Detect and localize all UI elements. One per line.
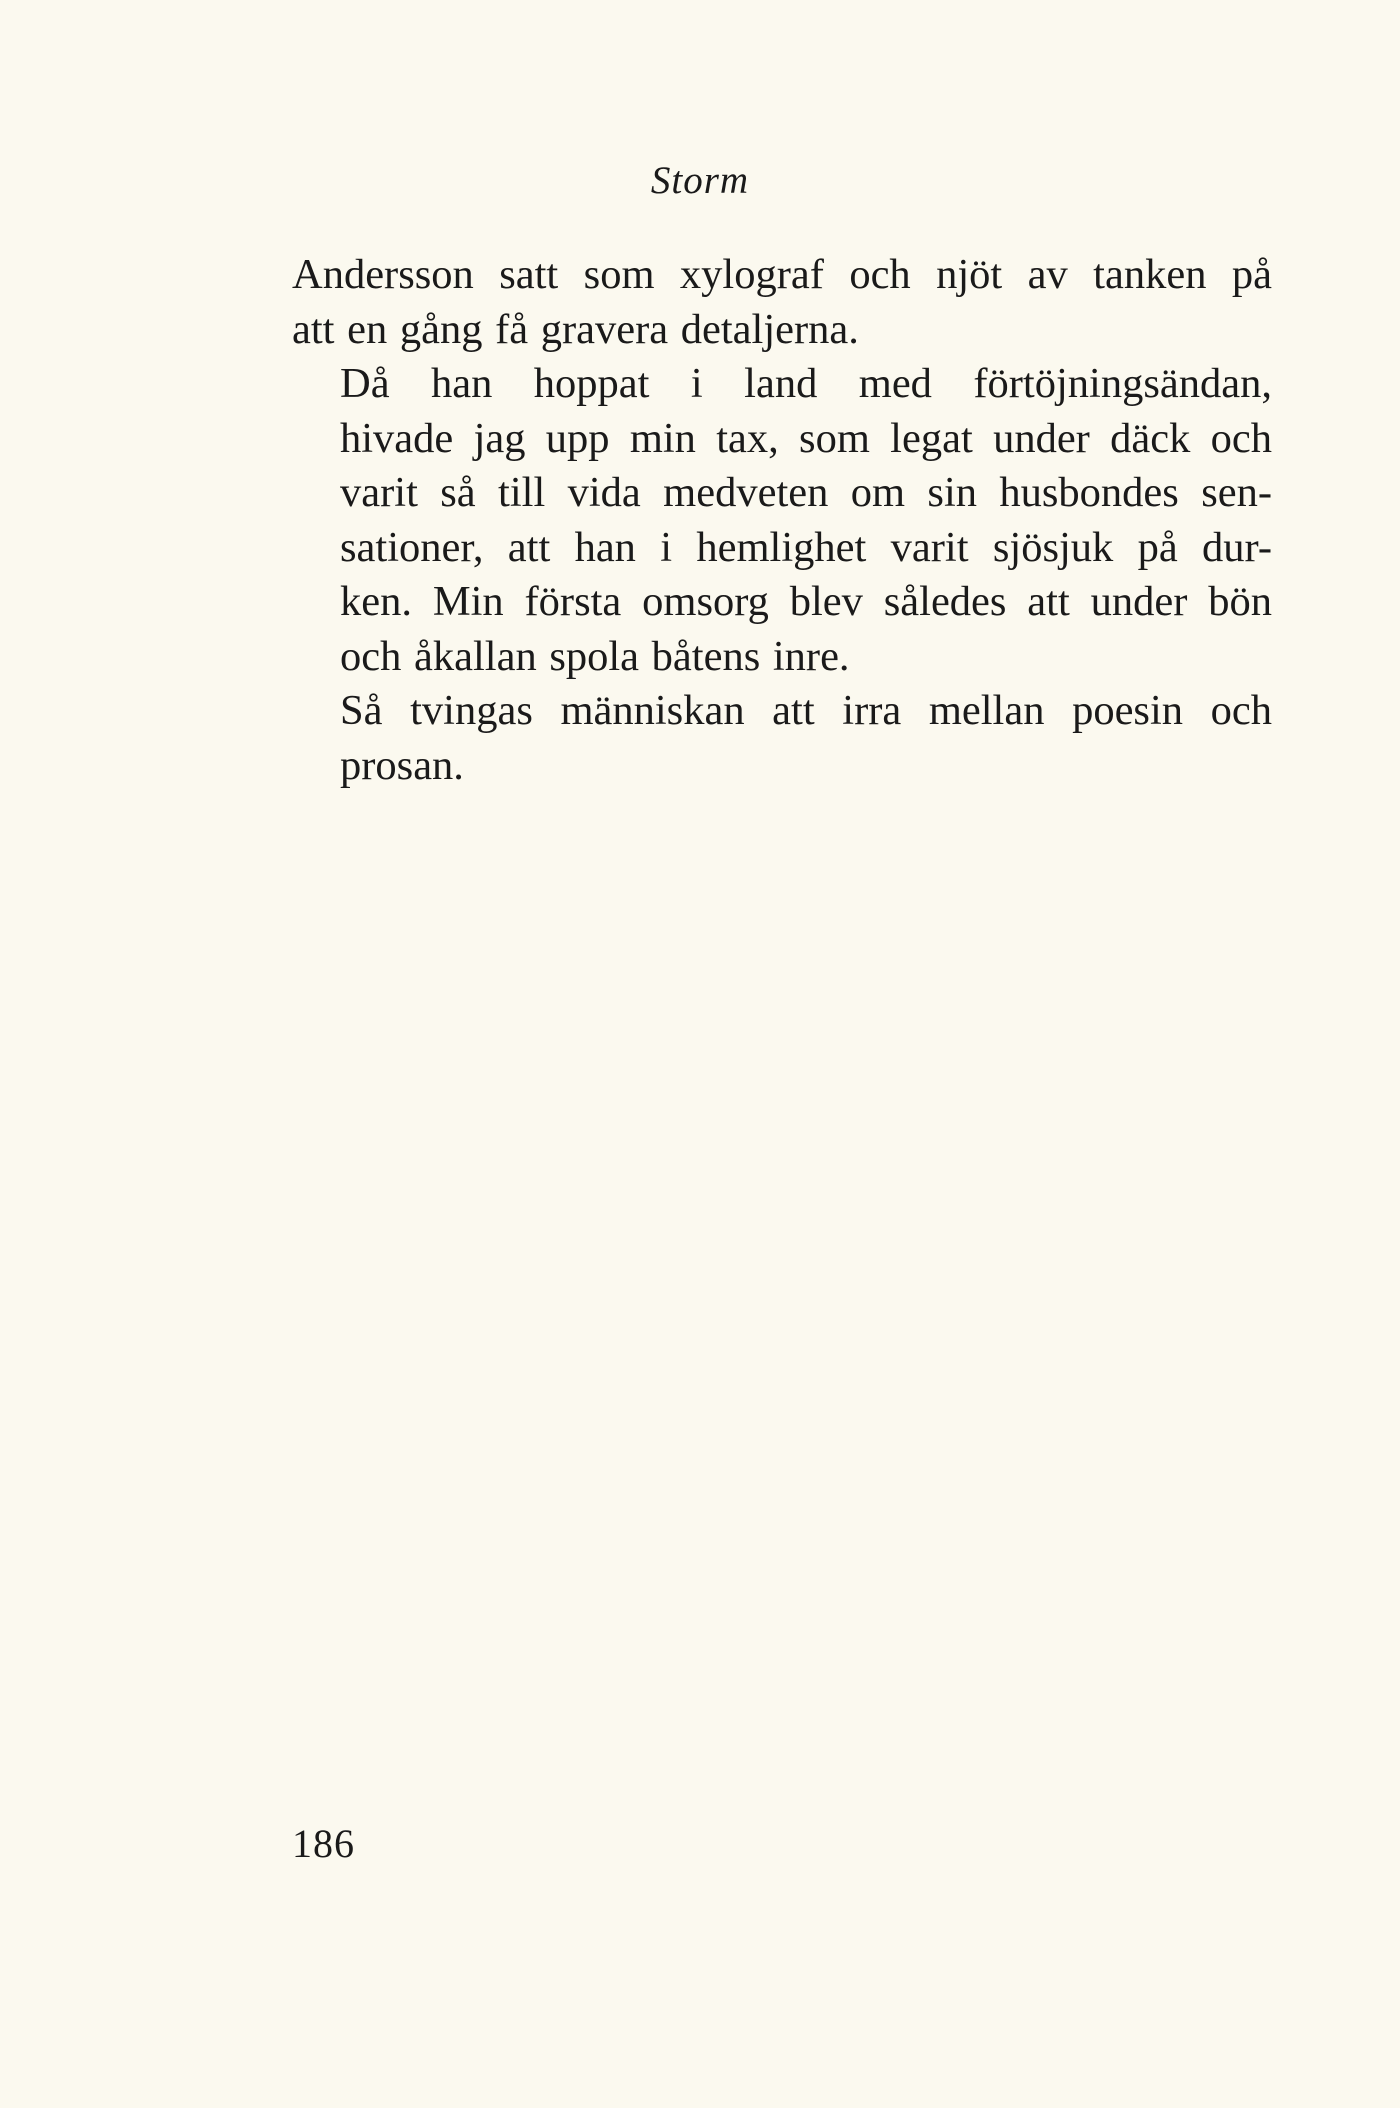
text-line: Då han hoppat i land med förtöjningsändan, (340, 360, 1272, 407)
text-line: Andersson satt som xylograf och njöt av tanken på (292, 251, 1272, 298)
body-text (292, 248, 1272, 793)
text-line: sationer, att han i hemlighet varit sjösjuk på dur- (340, 523, 1272, 571)
text-line: hivade jag upp min tax, som legat under däck och (340, 414, 1272, 462)
text-line: ken. Min första omsorg blev således att under bön (340, 578, 1272, 625)
paragraph (292, 357, 1272, 684)
text-line: att en gång få gravera detaljerna. (292, 305, 859, 353)
running-head: Storm (650, 159, 750, 202)
text-line: Så tvingas människan att irra mellan poesin och (340, 687, 1272, 734)
page-number: 186 (292, 1821, 355, 1866)
text-line: och åkallan spola båtens inre. (340, 632, 850, 680)
paragraph (292, 248, 1272, 357)
text-line: prosan. (340, 741, 464, 789)
paragraph (292, 684, 1272, 793)
text-line: varit så till vida medveten om sin husbondes sen- (340, 469, 1272, 516)
